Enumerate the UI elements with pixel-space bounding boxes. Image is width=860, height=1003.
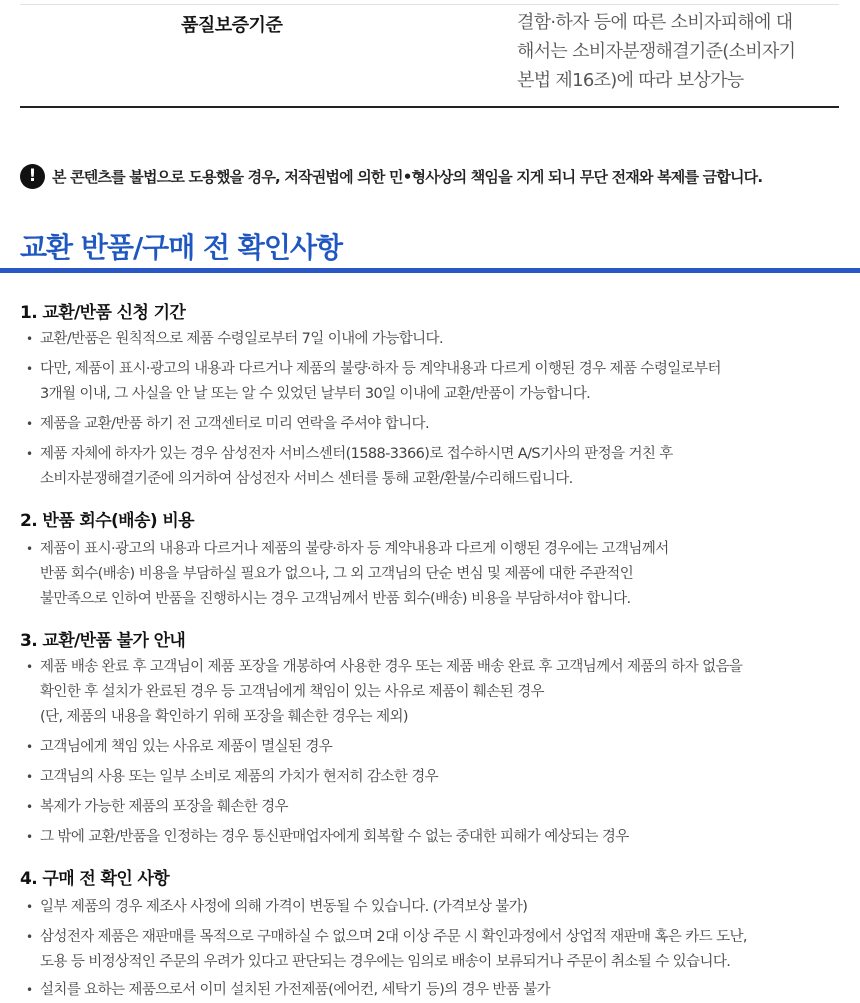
list-item-text: 제품 배송 완료 후 고객님이 제품 포장을 개봉하여 사용한 경우 또는 제품 배송 완료 후 고객님께서 제품의 하자 없음을 확인한 후 설치가 완료된 경우 등 고객님에게 책임이 있는 사유로 제품이 훼손된 경우 (단, 제품의 내용을 확인하기 위해 포장을 훼손한 경우는 제외) bbox=[40, 659, 743, 725]
list-item bbox=[26, 357, 721, 407]
list-item bbox=[26, 327, 443, 352]
exclamation-icon: ! bbox=[20, 164, 45, 189]
bullet: • bbox=[26, 740, 33, 754]
bullet: • bbox=[26, 542, 33, 556]
list-item-text: 제품을 교환/반품 하기 전 고객센터로 미리 연락을 주셔야 합니다. bbox=[40, 416, 429, 432]
quality-label: 품질보증기준 bbox=[181, 15, 283, 36]
title-underline bbox=[0, 268, 860, 273]
bullet: • bbox=[26, 417, 33, 431]
bullet: • bbox=[26, 332, 33, 346]
list-item bbox=[26, 978, 550, 1003]
bullet: • bbox=[26, 930, 33, 944]
list-item-text: 설치를 요하는 제품으로서 이미 설치된 가전제품(에어컨, 세탁기 등)의 경우 반품 불가 bbox=[40, 982, 551, 998]
notice-text: 본 콘텐츠를 불법으로 도용했을 경우, 저작권법에 의한 민•형사상의 책임을 지게 되니 무단 전재와 복제를 금합니다. bbox=[52, 167, 763, 186]
list-item bbox=[26, 825, 629, 850]
list-item bbox=[26, 442, 673, 492]
list-item bbox=[26, 765, 438, 790]
list-item bbox=[26, 412, 429, 437]
list-item bbox=[26, 895, 527, 920]
bullet: • bbox=[26, 983, 33, 997]
bullet: • bbox=[26, 660, 33, 674]
list-item-text: 고객님에게 책임 있는 사유로 제품이 멸실된 경우 bbox=[40, 739, 333, 755]
list-item bbox=[26, 655, 742, 730]
section-heading-1: 1. 교환/반품 신청 기간 bbox=[20, 303, 186, 323]
list-item bbox=[26, 537, 669, 612]
table-top-divider bbox=[20, 4, 839, 5]
bullet: • bbox=[26, 900, 33, 914]
section-heading-3: 3. 교환/반품 불가 안내 bbox=[20, 631, 186, 651]
list-item-text: 다만, 제품이 표시·광고의 내용과 다르거나 제품의 불량·하자 등 계약내용과 다르게 이행된 경우 제품 수령일로부터 3개월 이내, 그 사실을 안 날 또는 알 수 있었던 날부터 30일 이내에 교환/반품이 가능합니다. bbox=[40, 361, 721, 402]
section-heading-4: 4. 구매 전 확인 사항 bbox=[20, 869, 170, 889]
bullet: • bbox=[26, 830, 33, 844]
list-item bbox=[26, 925, 747, 975]
section-heading-2: 2. 반품 회수(배송) 비용 bbox=[20, 511, 194, 531]
list-item-text: 복제가 가능한 제품의 포장을 훼손한 경우 bbox=[40, 799, 288, 815]
bullet: • bbox=[26, 800, 33, 814]
bullet: • bbox=[26, 362, 33, 376]
table-bottom-divider bbox=[20, 106, 839, 108]
list-item-text: 제품 자체에 하자가 있는 경우 삼성전자 서비스센터(1588-3366)로 접수하시면 A/S기사의 판정을 거친 후 소비자분쟁해결기준에 의거하여 삼성전자 서비스 센터를 통해 교환/환불/수리해드립니다. bbox=[40, 446, 673, 487]
list-item-text: 제품이 표시·광고의 내용과 다르거나 제품의 불량·하자 등 계약내용과 다르게 이행된 경우에는 고객님께서 반품 회수(배송) 비용을 부담하실 필요가 없으나, 그 외 고객님의 단순 변심 및 제품에 대한 주관적인 불만족으로 인하여 반품을 진행하시는 경우 고객님께서 반품 회수(배송) 비용을 부담하셔야 합니다. bbox=[40, 541, 669, 607]
list-item bbox=[26, 735, 332, 760]
page-title: 교환 반품/구매 전 확인사항 bbox=[20, 231, 342, 264]
list-item-text: 삼성전자 제품은 재판매를 목적으로 구매하실 수 없으며 2대 이상 주문 시 확인과정에서 상업적 재판매 혹은 카드 도난, 도용 등 비정상적인 주문의 우려가 있다고 판단되는 경우에는 임의로 배송이 보류되거나 주문이 취소될 수 있습니다. bbox=[40, 929, 747, 970]
bullet: • bbox=[26, 447, 33, 461]
quality-value: 결함·하자 등에 따른 소비자피해에 대 해서는 소비자분쟁해결기준(소비자기 본법 제16조)에 따라 보상가능 bbox=[517, 12, 796, 91]
list-item-text: 교환/반품은 원칙적으로 제품 수령일로부터 7일 이내에 가능합니다. bbox=[40, 331, 443, 347]
list-item-text: 일부 제품의 경우 제조사 사정에 의해 가격이 변동될 수 있습니다. (가격보상 불가) bbox=[40, 899, 528, 915]
list-item-text: 그 밖에 교환/반품을 인정하는 경우 통신판매업자에게 회복할 수 없는 중대한 피해가 예상되는 경우 bbox=[40, 829, 629, 845]
copyright-notice bbox=[20, 162, 762, 190]
list-item-text: 고객님의 사용 또는 일부 소비로 제품의 가치가 현저히 감소한 경우 bbox=[40, 769, 439, 785]
bullet: • bbox=[26, 770, 33, 784]
list-item bbox=[26, 795, 288, 820]
